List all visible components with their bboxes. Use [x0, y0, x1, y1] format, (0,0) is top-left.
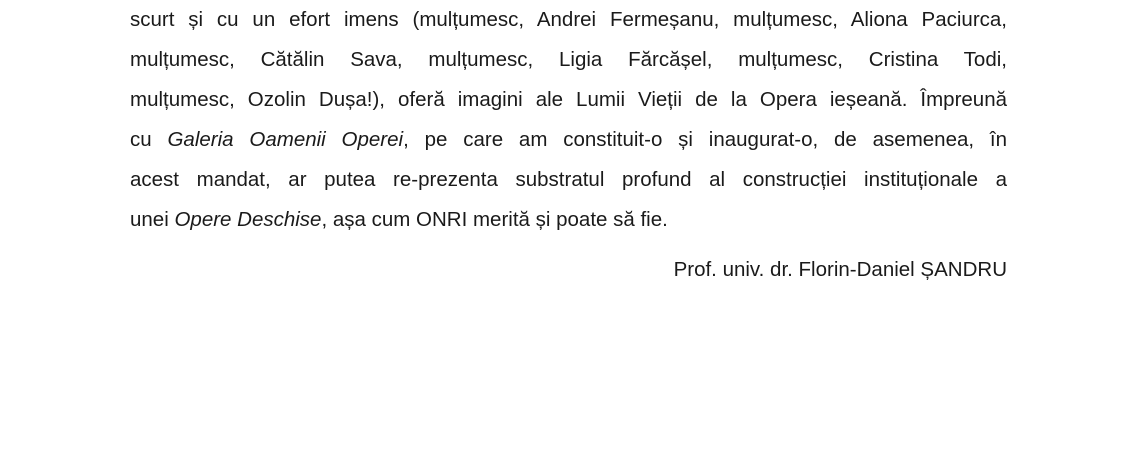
text-segment: , pe care am constituit-o și inaugurat-o, de asemenea, în	[403, 128, 1007, 151]
italic-title-opere-deschise: Opere Deschise	[174, 208, 322, 231]
paragraph-line-5	[130, 160, 1007, 200]
text-segment: mulțumesc, Ozolin Dușa!), oferă imagini ale Lumii Vieții de la Opera ieșeană. Împreună	[130, 88, 1007, 111]
paragraph-line-2	[130, 40, 1007, 80]
italic-title-galeria-oamenii-operei: Galeria Oamenii Operei	[167, 128, 404, 151]
text-block	[130, 0, 1007, 290]
paragraph-line-6	[130, 200, 1007, 240]
text-segment: cu	[130, 128, 168, 151]
paragraph-line-3	[130, 80, 1007, 120]
text-segment: mulțumesc, Cătălin Sava, mulțumesc, Ligia Fărcășel, mulțumesc, Cristina Todi,	[130, 48, 1007, 71]
text-segment: unei	[130, 208, 175, 231]
text-segment: acest mandat, ar putea re-prezenta substratul profund al construcției instituționale a	[130, 168, 1007, 191]
text-segment: , așa cum ONRI merită și poate să fie.	[321, 208, 668, 231]
signature-line	[130, 250, 1007, 290]
paragraph-line-4	[130, 120, 1007, 160]
body-paragraph	[130, 0, 1007, 240]
signature-text: Prof. univ. dr. Florin-Daniel ȘANDRU	[673, 258, 1007, 281]
text-segment: scurt și cu un efort imens (mulțumesc, Andrei Fermeșanu, mulțumesc, Aliona Paciurca,	[130, 8, 1007, 31]
paragraph-line-1	[130, 0, 1007, 40]
